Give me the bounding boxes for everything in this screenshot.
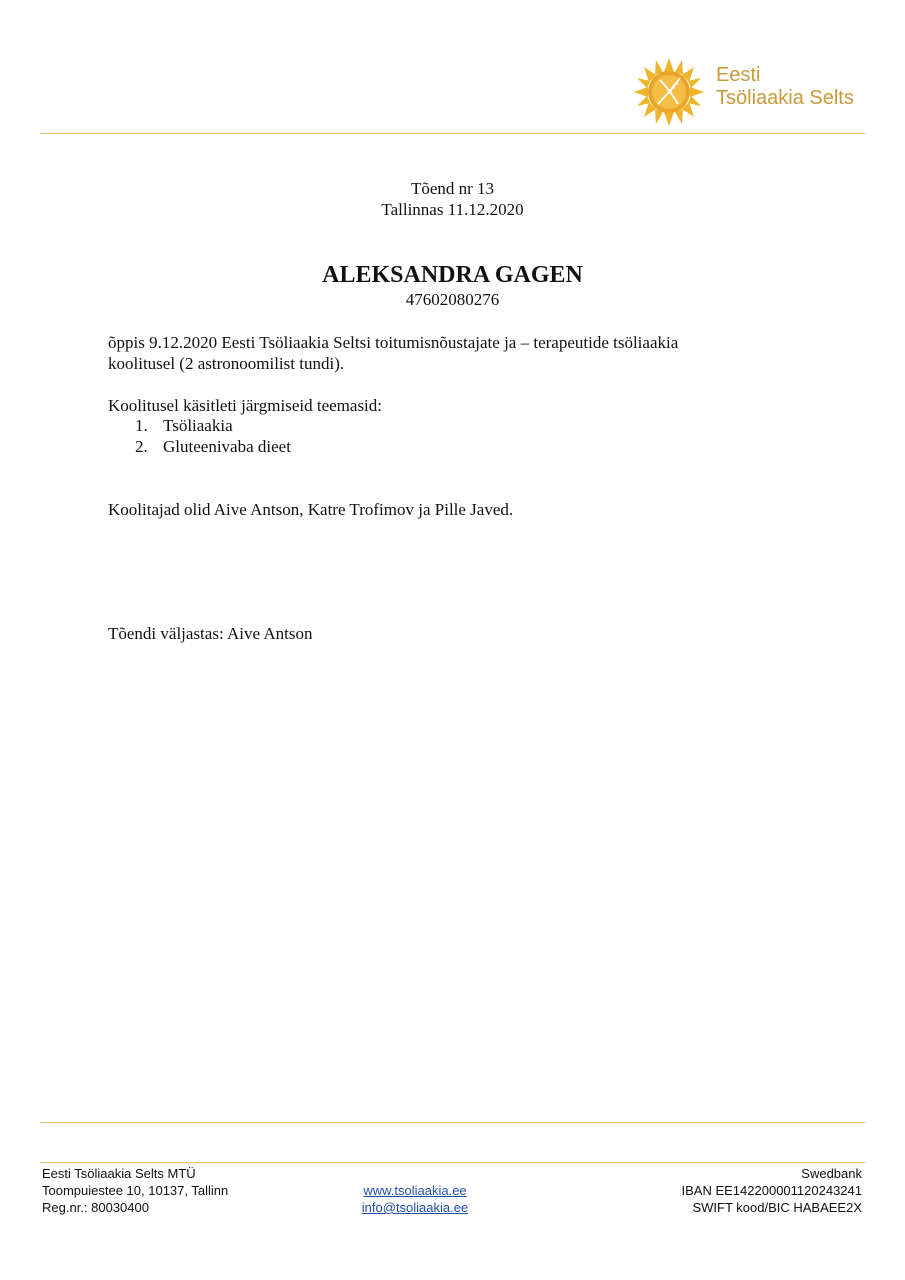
trainers-text: Koolitajad olid Aive Antson, Katre Trofimov ja Pille Javed. [108,500,514,519]
logo-line1: Eesti [716,64,761,86]
footer-bank-block [682,1165,862,1216]
person-name: ALEKSANDRA GAGEN [322,262,583,288]
issuer-text: Tõendi väljastas: Aive Antson [108,624,313,643]
list-item-number: 2. [135,437,148,456]
document-place-date: Tallinnas 11.12.2020 [381,200,524,219]
footer-iban: IBAN EE142200001120243241 [681,1183,862,1198]
list-item [108,436,291,457]
logo-text [716,64,854,110]
list-item-text: Gluteenivaba dieet [163,437,291,456]
person-id-code: 47602080276 [405,290,500,309]
website-link[interactable]: www.tsoliaakia.ee [363,1183,467,1198]
course-paragraph-line1: õppis 9.12.2020 Eesti Tsöliaakia Seltsi toitumisnõustajate ja – terapeutide tsöliaakia [108,333,679,352]
topics-intro: Koolitusel käsitleti järgmiseid teemasid: [108,396,383,415]
logo-line2: Tsöliaakia Selts [716,87,854,109]
footer-bank-name: Swedbank [801,1166,862,1181]
course-paragraph-line2: koolitusel (2 astronoomilist tundi). [108,354,345,373]
footer-swift: SWIFT kood/BIC HABAEE2X [692,1200,862,1215]
footer-org-block [42,1165,228,1216]
footer-org-name: Eesti Tsöliaakia Selts MTÜ [42,1166,196,1181]
footer-address: Toompuiestee 10, 10137, Tallinn [42,1183,229,1198]
sun-wheat-icon [632,58,706,126]
header-divider [40,133,865,134]
footer-divider-top [40,1122,865,1123]
list-item-number: 1. [135,416,148,435]
document-title: Tõend nr 13 [410,179,495,198]
logo [632,58,872,126]
list-item-text: Tsöliaakia [163,416,233,435]
email-link[interactable]: info@tsoliaakia.ee [361,1200,469,1215]
footer-divider-bottom [40,1162,865,1163]
footer-contact-block [300,1165,530,1216]
topics-list [108,415,291,457]
list-item [108,415,291,436]
footer-reg-nr: Reg.nr.: 80030400 [42,1200,149,1215]
course-paragraph [108,332,768,374]
